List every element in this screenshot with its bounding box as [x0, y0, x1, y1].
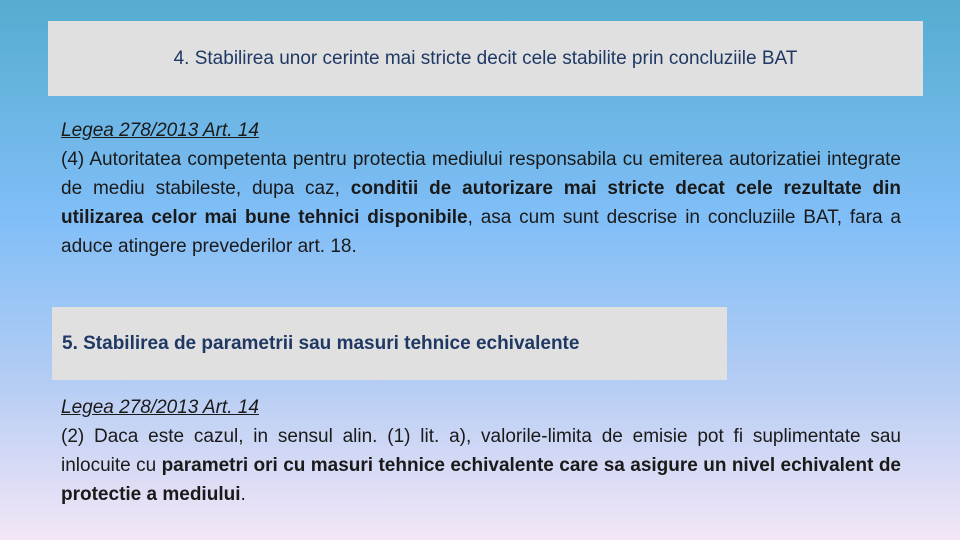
section-5-heading-box: [52, 307, 727, 380]
section-5-text-part-1: (2) Daca este cazul, in sensul alin. (1) lit. a), valorile-limita de emisie pot fi suplimentate sau inlocuite cu: [61, 426, 901, 476]
section-5-body: [61, 393, 901, 509]
section-5-heading: 5. Stabilirea de parametrii sau masuri tehnice echivalente: [62, 332, 580, 354]
section-4-text-part-2: , asa cum sunt descrise in concluziile BAT, fara a aduce atingere prevederilor art. 18.: [61, 207, 901, 257]
section-4-law-reference: Legea 278/2013 Art. 14: [61, 120, 259, 141]
section-4-text-bold: conditii de autorizare mai stricte decat cele rezultate din utilizarea celor mai bune tehnici disponibile: [61, 178, 902, 228]
section-4-heading: 4. Stabilirea unor cerinte mai stricte decit cele stabilite prin concluziile BAT: [173, 47, 798, 69]
section-4-body: [61, 116, 901, 261]
section-4-text-part-1: (4) Autoritatea competenta pentru protectia mediului responsabila cu emiterea autorizatiei integrate de mediu stabileste, dupa caz,: [61, 149, 901, 199]
section-5-law-reference: Legea 278/2013 Art. 14: [61, 397, 259, 418]
section-4-heading-box: [48, 21, 923, 96]
section-5-text-part-2: .: [240, 484, 246, 505]
section-5-text-bold: parametri ori cu masuri tehnice echivalente care sa asigure un nivel echivalent de protectie a mediului: [61, 455, 901, 505]
